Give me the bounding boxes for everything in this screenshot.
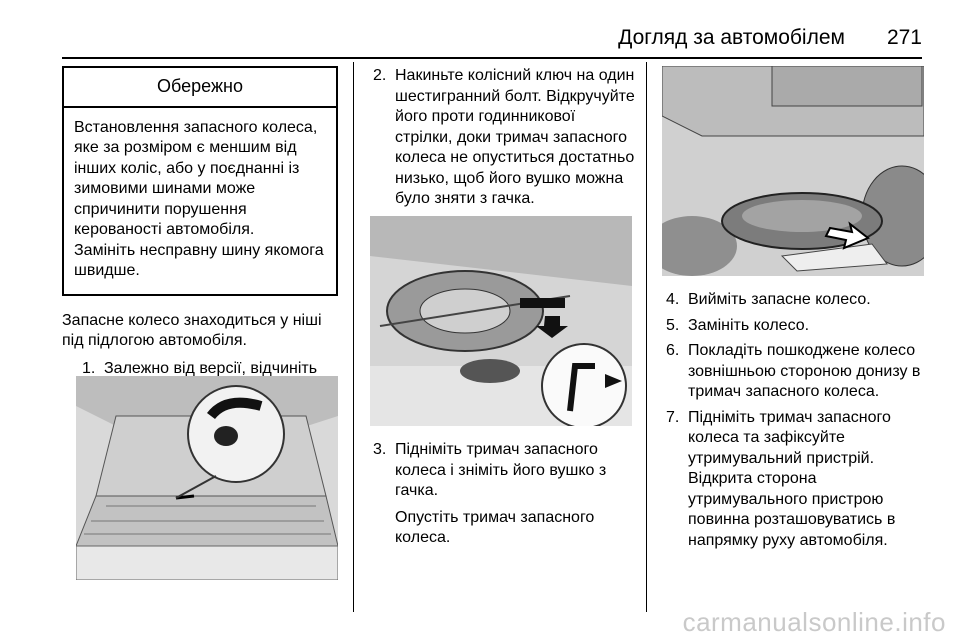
step-number: 4. bbox=[666, 291, 680, 308]
intro-paragraph: Запасне колесо знаходиться у ніші під підлогою автомобіля. bbox=[62, 311, 322, 349]
illustration-spare-wheel-carrier bbox=[370, 216, 632, 426]
middle-column-lower bbox=[373, 440, 635, 549]
step-number: 3. bbox=[373, 441, 387, 458]
step-3-text: Підніміть тримач запасного колеса і зніміть його вушко з гачка. bbox=[395, 441, 607, 499]
step-3 bbox=[373, 440, 635, 549]
illustration-cargo-area bbox=[76, 376, 338, 580]
right-column bbox=[666, 290, 932, 551]
step-text bbox=[395, 440, 635, 549]
caution-box bbox=[62, 66, 338, 296]
middle-column bbox=[373, 66, 635, 210]
caution-title: Обережно bbox=[64, 68, 336, 108]
step-text: Замініть колесо. bbox=[688, 316, 810, 334]
step-number: 7. bbox=[666, 408, 680, 426]
step-2 bbox=[373, 66, 635, 210]
step-5 bbox=[666, 316, 932, 337]
left-column bbox=[62, 66, 338, 420]
illustration-remove-spare-wheel bbox=[662, 66, 924, 276]
step-number: 5. bbox=[666, 316, 680, 334]
step-number: 1. bbox=[82, 359, 96, 377]
step-number: 2. bbox=[373, 67, 387, 84]
caution-text-1: Встановлення запасного колеса, яке за розміром є меншим від інших коліс, або у поєднанні із зимовими шинами може спричинити порушення керованості автомобіля. bbox=[74, 118, 318, 238]
page-header bbox=[618, 26, 922, 50]
caution-body bbox=[64, 108, 336, 294]
step-1-text: Залежно від версії, відчиніть bbox=[104, 359, 318, 377]
step-4 bbox=[666, 290, 932, 311]
column-divider-2 bbox=[646, 62, 647, 612]
column-divider-1 bbox=[353, 62, 354, 612]
watermark: carmanualsonline.info bbox=[682, 607, 946, 637]
step-number: 6. bbox=[666, 342, 680, 359]
step-7 bbox=[666, 408, 932, 552]
step-3-extra: Опустіть тримач запасного колеса. bbox=[395, 508, 595, 546]
caution-text-2: Замініть несправну шину якомога швидше. bbox=[74, 241, 324, 279]
step-text: Підніміть тримач запасного колеса та зафіксуйте утримувальний пристрій. Відкрита сторона утримувального пристрою повинна розташовуватись в напрямку руху автомобіля. bbox=[688, 408, 896, 549]
step-text: Покладіть пошкоджене колесо зовнішньою стороною донизу в тримач запасного колеса. bbox=[688, 342, 921, 400]
page-title: Догляд за автомобілем bbox=[618, 26, 845, 49]
page-number: 271 bbox=[886, 26, 922, 49]
step-6 bbox=[666, 341, 932, 403]
header-rule bbox=[62, 57, 922, 59]
step-text: Накиньте колісний ключ на один шестигранний болт. Відкручуйте його проти годинникової стрілки, доки тримач запасного колеса не опуститься достатньо низько, щоб його вушко можна було зняти з гачка. bbox=[395, 67, 635, 207]
step-text: Вийміть запасне колесо. bbox=[688, 291, 871, 308]
